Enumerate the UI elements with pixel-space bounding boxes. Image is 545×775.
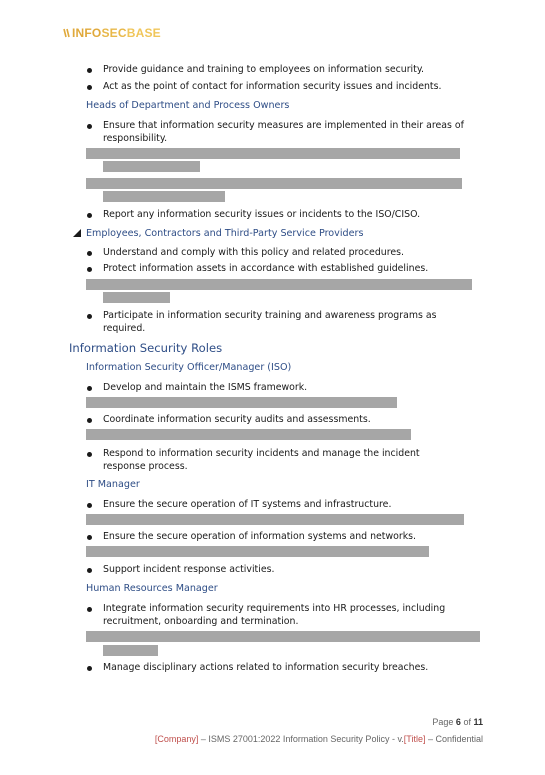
logo-text-sec: SEC [101,26,127,40]
bullet-icon [87,503,92,508]
section-heading-roles: Information Security Roles [69,341,223,355]
bullet-icon [87,607,92,612]
list-item: Manage disciplinary actions related to information security breaches. [103,662,429,673]
redacted-bar [103,645,158,656]
bullet-icon [87,251,92,256]
bullet-icon [87,314,92,319]
bullet-icon [87,418,92,423]
list-item: Report any information security issues or incidents to the ISO/CISO. [103,209,421,220]
list-item: Coordinate information security audits and assessments. [103,414,371,425]
footer-document-info: [Company] – ISMS 27001:2022 Information Security Policy - v.[Title] – Confidential [154,734,483,744]
list-item: Integrate information security requirements into HR processes, including recruitment, onboarding and termination. [103,603,446,627]
subheading-heads-of-department: Heads of Department and Process Owners [86,100,290,111]
redacted-bar [86,514,464,525]
bullet-icon [87,452,92,457]
redacted-bar [86,631,480,642]
redacted-bar [86,148,460,159]
list-item: Ensure the secure operation of information systems and networks. [103,531,417,542]
redacted-bar [86,279,472,290]
subheading-iso: Information Security Officer/Manager (ISO) [86,362,292,373]
page-number: Page 6 of 11 [432,717,483,727]
list-item: Ensure that information security measures are implemented in their areas of responsibility. [103,120,464,144]
logo-text-base: BASE [126,26,161,40]
logo-text-info: INFO [72,26,102,40]
list-item: Act as the point of contact for information security issues and incidents. [103,81,442,92]
bullet-icon [87,213,92,218]
bullet-icon [87,386,92,391]
list-item: Support incident response activities. [103,564,275,575]
redacted-bar [86,546,429,557]
bullet-icon [87,666,92,671]
logo-mark-icon [63,27,71,39]
bullet-icon [87,68,92,73]
list-item: Ensure the secure operation of IT systems and infrastructure. [103,499,392,510]
list-item: Protect information assets in accordance with established guidelines. [103,263,429,274]
bullet-icon [87,568,92,573]
subheading-hr-manager: Human Resources Manager [86,583,218,594]
redacted-bar [103,191,225,202]
list-item: Understand and comply with this policy and related procedures. [103,247,405,258]
redacted-bar [86,178,462,189]
bullet-icon [87,267,92,272]
subheading-employees: Employees, Contractors and Third-Party Service Providers [86,228,364,239]
bullet-icon [87,124,92,129]
bullet-icon [87,535,92,540]
bullet-icon [87,85,92,90]
list-item: Develop and maintain the ISMS framework. [103,382,308,393]
redacted-bar [103,161,200,172]
redacted-bar [103,292,170,303]
list-item: Provide guidance and training to employees on information security. [103,64,425,75]
company-logo [63,25,161,41]
collapse-triangle-icon[interactable] [73,229,81,237]
redacted-bar [86,429,411,440]
subheading-it-manager: IT Manager [86,479,140,490]
list-item: Respond to information security incidents and manage the incident response process. [103,448,420,472]
redacted-bar [86,397,397,408]
list-item: Participate in information security training and awareness programs as required. [103,310,437,334]
